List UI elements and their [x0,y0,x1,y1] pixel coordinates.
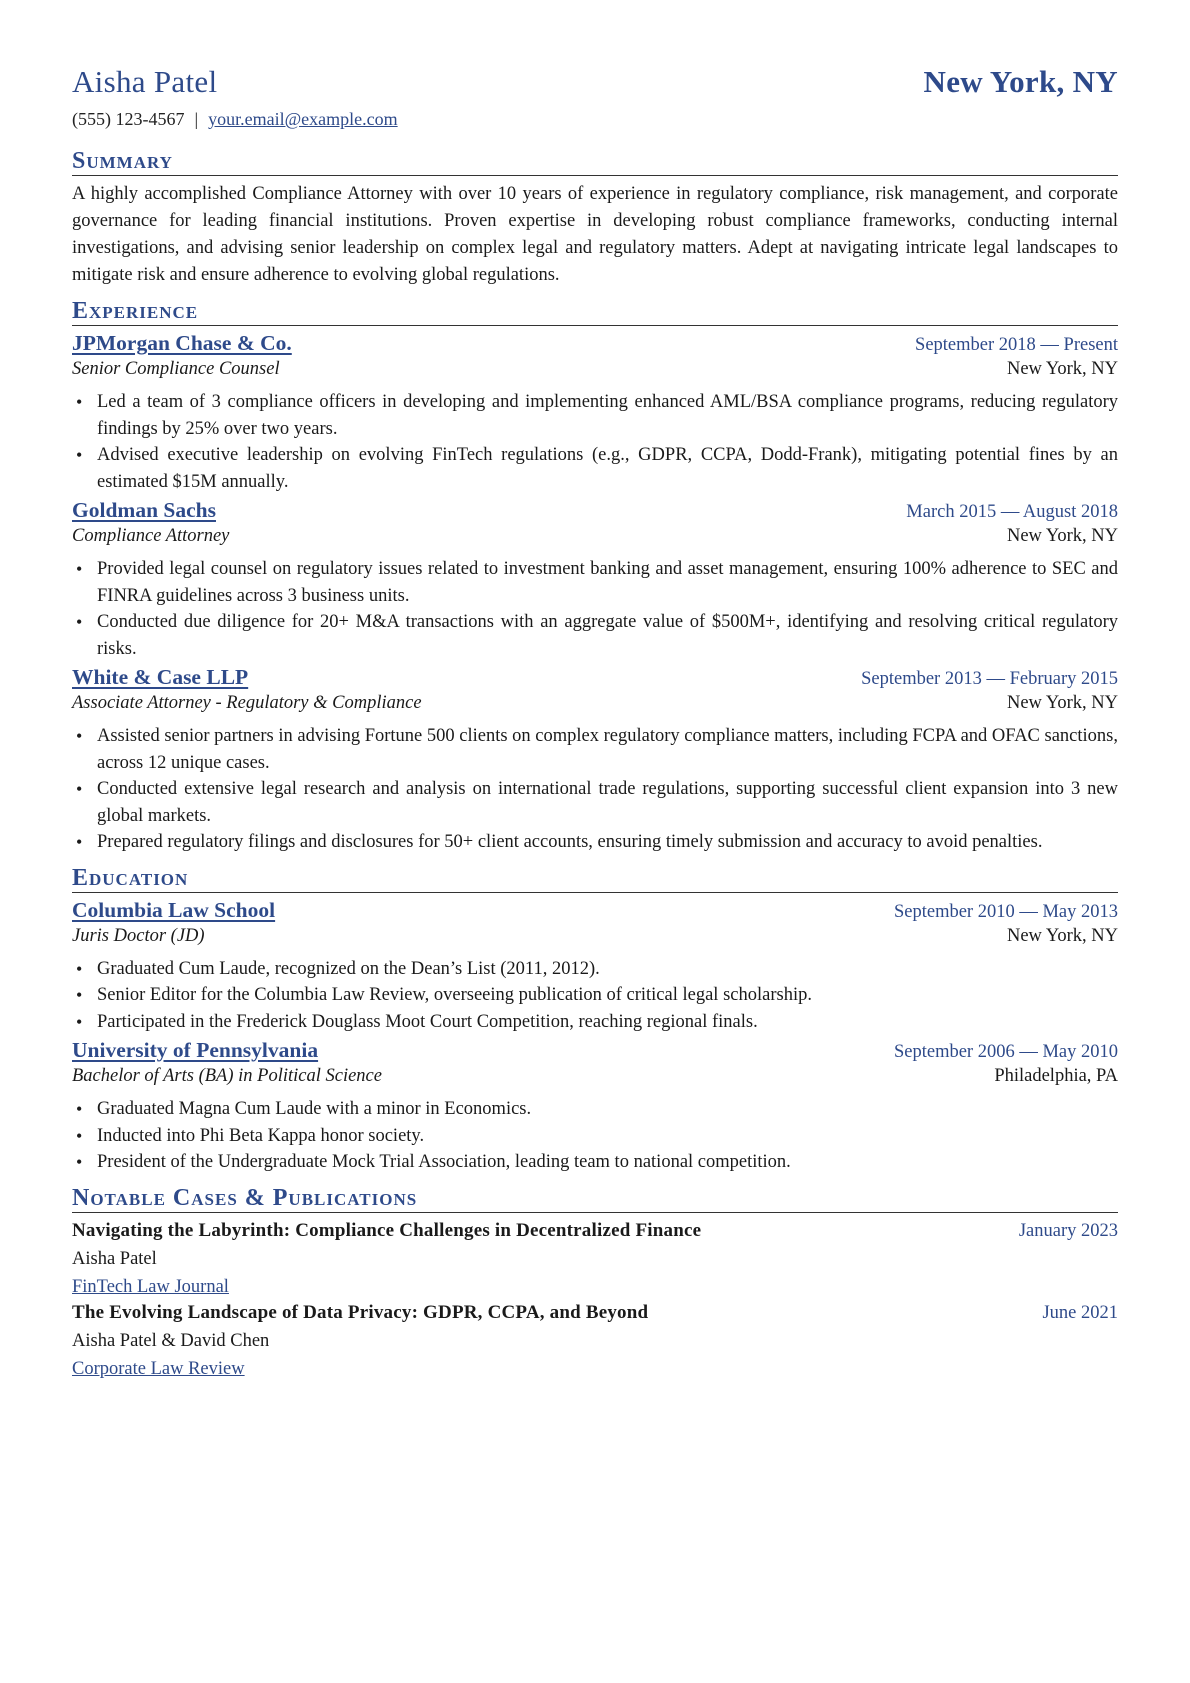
entry-dates: March 2015 — August 2018 [906,502,1118,522]
candidate-location: New York, NY [923,64,1118,99]
summary-section [72,148,1118,289]
bullet-item: • Conducted due diligence for 20+ M&A transactions with an aggregate value of $500M+, identifying and resolving critical regulatory risks. [72,609,1118,662]
publication-title: Navigating the Labyrinth: Compliance Challenges in Decentralized Finance [72,1219,702,1241]
bullet-item: • Provided legal counsel on regulatory issues related to investment banking and asset management, ensuring 100% adherence to SEC and FINRA guidelines across 3 business units. [72,556,1118,609]
entry-dates: September 2006 — May 2010 [893,1042,1118,1062]
phone-number: (555) 123-4567 [72,109,185,129]
job-title: Associate Attorney - Regulatory & Compliance [72,693,422,713]
summary-heading: Summary [72,148,1118,176]
entry-location: New York, NY [1006,359,1118,379]
education-section [72,865,1118,1176]
experience-entry [72,498,1118,662]
publication-title: The Evolving Landscape of Data Privacy: GDPR, CCPA, and Beyond [72,1301,649,1323]
entry-dates: September 2013 — February 2015 [861,669,1118,689]
bullet-item: • Led a team of 3 compliance officers in developing and implementing enhanced AML/BSA compliance programs, reducing regulatory findings by 25% over two years. [72,389,1118,442]
resume-page [72,64,1118,1380]
contact-separator: | [194,109,199,129]
publication-date: January 2023 [1018,1220,1118,1241]
header [72,64,1118,100]
education-entry [72,898,1118,1036]
experience-section [72,298,1118,856]
education-entry [72,1038,1118,1176]
bullet-item: • President of the Undergraduate Mock Trial Association, leading team to national competition. [72,1149,1118,1176]
candidate-name: Aisha Patel [72,64,218,99]
bullet-list [72,723,1118,856]
degree: Bachelor of Arts (BA) in Political Science [72,1066,382,1086]
experience-entry [72,665,1118,856]
publication-date: June 2021 [1042,1302,1118,1323]
bullet-item: • Senior Editor for the Columbia Law Review, overseeing publication of critical legal scholarship. [72,982,1118,1009]
summary-text: A highly accomplished Compliance Attorney with over 10 years of experience in regulatory compliance, risk management, and corporate governance for leading financial institutions. Proven expertise in developing robust compliance frameworks, conducting internal investigations, and advising senior leadership on complex legal and regulatory matters. Adept at navigating intricate legal landscapes to mitigate risk and ensure adherence to evolving global regulations. [72,184,1118,285]
school-link[interactable]: University of Pennsylvania [72,1038,319,1062]
publication-venue-link[interactable]: Corporate Law Review [72,1358,245,1379]
publication-authors: Aisha Patel & David Chen [72,1330,270,1351]
publication-authors: Aisha Patel [72,1248,157,1269]
employer-link[interactable]: Goldman Sachs [72,498,216,522]
publications-heading: Notable Cases & Publications [72,1185,1118,1213]
bullet-item: • Inducted into Phi Beta Kappa honor society. [72,1123,1118,1150]
bullet-item: • Graduated Cum Laude, recognized on the Dean’s List (2011, 2012). [72,956,1118,983]
publications-section [72,1185,1118,1380]
email-link[interactable]: your.email@example.com [208,109,398,129]
degree: Juris Doctor (JD) [72,925,205,946]
experience-heading: Experience [72,298,1118,326]
bullet-item: • Assisted senior partners in advising Fortune 500 clients on complex regulatory compliance matters, including FCPA and OFAC sanctions, across 12 unique cases. [72,723,1118,776]
entry-location: New York, NY [1006,526,1118,546]
bullet-item: • Conducted extensive legal research and analysis on international trade regulations, supporting successful client expansion into 3 new global markets. [72,776,1118,829]
publication-entry [72,1302,1118,1380]
employer-link[interactable]: JPMorgan Chase & Co. [72,331,292,355]
bullet-list [72,1096,1118,1176]
entry-location: Philadelphia, PA [994,1066,1118,1086]
bullet-item: • Participated in the Frederick Douglass Moot Court Competition, reaching regional finals. [72,1009,1118,1036]
bullet-list [72,956,1118,1036]
education-heading: Education [72,865,1118,893]
employer-link[interactable]: White & Case LLP [72,665,249,689]
school-link[interactable]: Columbia Law School [72,897,276,922]
job-title: Senior Compliance Counsel [72,359,280,379]
entry-location: New York, NY [1006,693,1118,713]
contact-line [72,109,1118,130]
publication-entry [72,1220,1118,1298]
entry-dates: September 2010 — May 2013 [893,901,1118,922]
entry-location: New York, NY [1006,925,1118,946]
job-title: Compliance Attorney [72,526,230,546]
bullet-item: • Advised executive leadership on evolving FinTech regulations (e.g., GDPR, CCPA, Dodd-Frank), mitigating potential fines by an estimated $15M annually. [72,442,1118,495]
bullet-item: • Prepared regulatory filings and disclosures for 50+ client accounts, ensuring timely submission and accuracy to avoid penalties. [72,829,1118,856]
publication-venue-link[interactable]: FinTech Law Journal [72,1276,229,1297]
entry-dates: September 2018 — Present [915,335,1118,355]
bullet-list [72,389,1118,495]
bullet-item: • Graduated Magna Cum Laude with a minor in Economics. [72,1096,1118,1123]
bullet-list [72,556,1118,662]
experience-entry [72,331,1118,495]
